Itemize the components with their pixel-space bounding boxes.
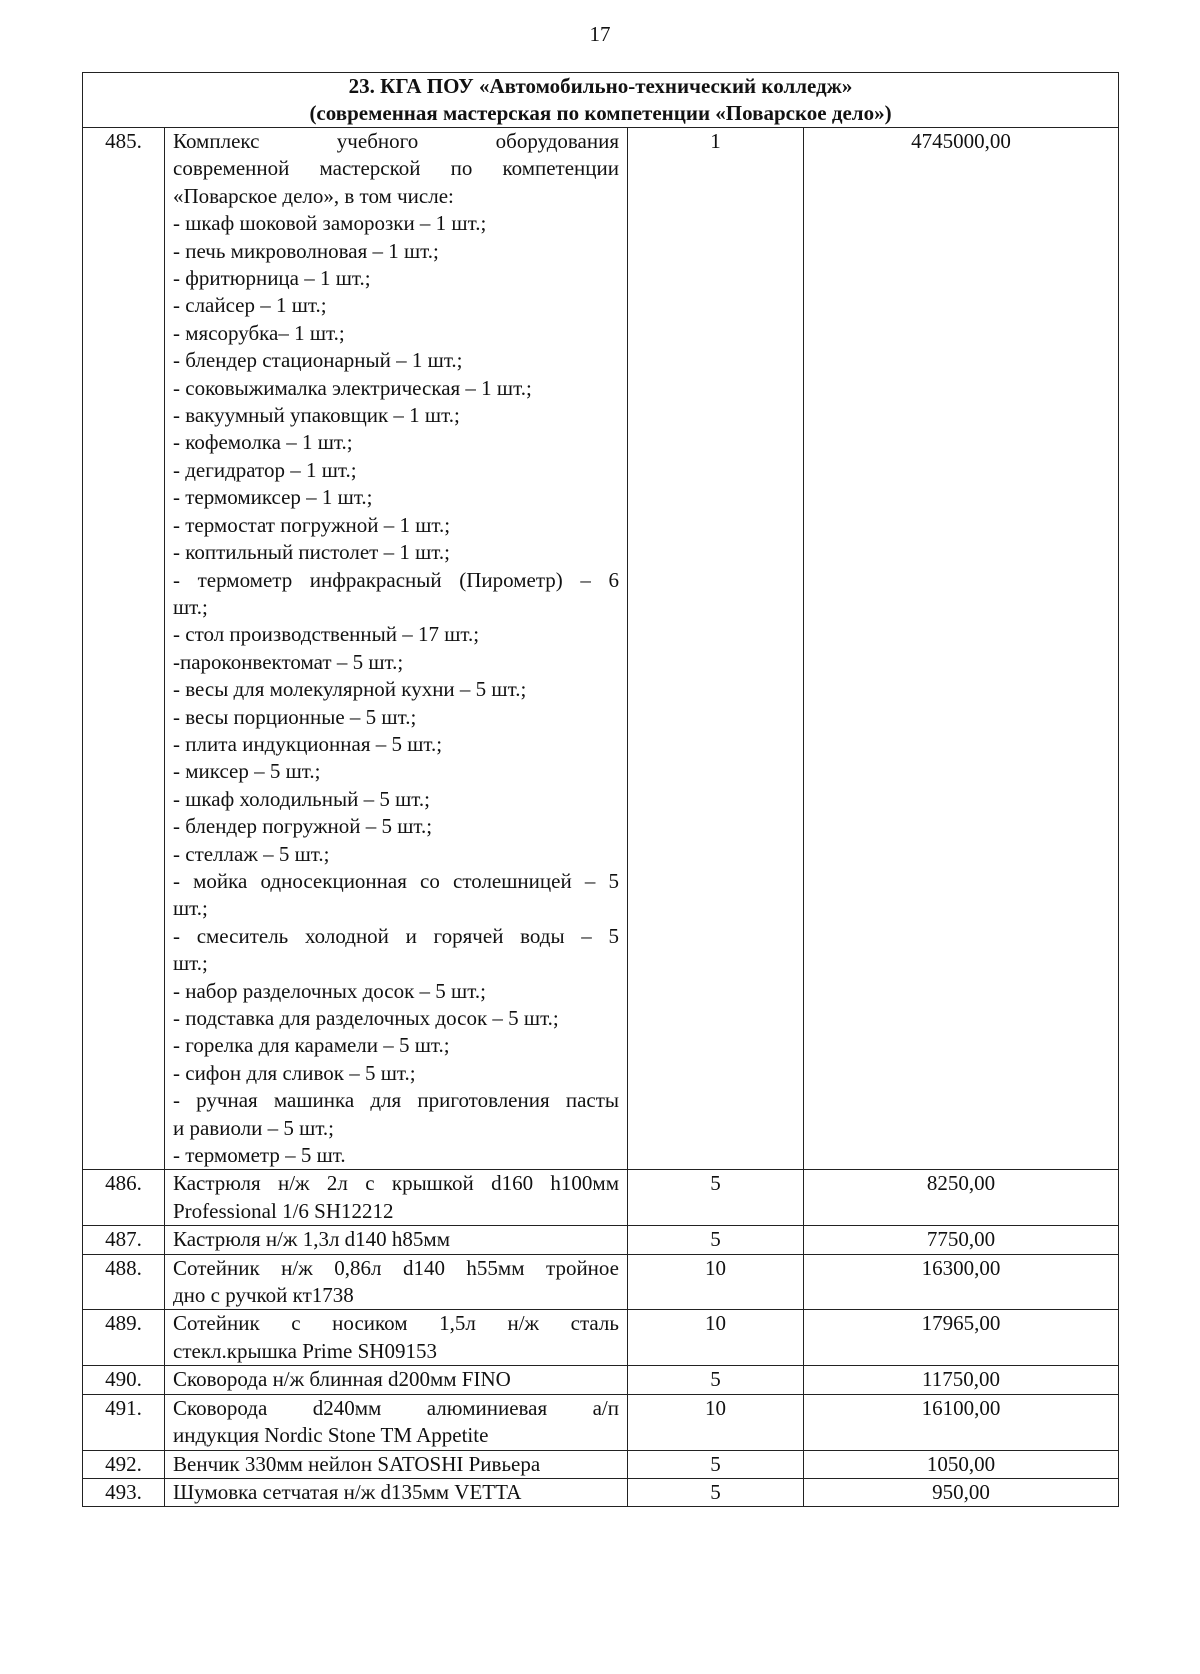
description-line: шт.; bbox=[173, 594, 208, 619]
description-line: - слайсер – 1 шт.; bbox=[173, 293, 327, 318]
item-quantity: 5 bbox=[628, 1450, 804, 1478]
table-row bbox=[83, 1226, 1119, 1254]
description-line: - термостат погружной – 1 шт.; bbox=[173, 512, 451, 537]
item-description bbox=[165, 1170, 628, 1226]
description-line: Сковорода н/ж блинная d200мм FINO bbox=[173, 1367, 511, 1392]
description-line: Кастрюля н/ж 1,3л d140 h85мм bbox=[173, 1227, 450, 1252]
description-line: - стеллаж – 5 шт.; bbox=[173, 841, 330, 866]
item-description bbox=[165, 1226, 628, 1254]
description-line: - сифон для сливок – 5 шт.; bbox=[173, 1060, 416, 1085]
section-title: 23. КГА ПОУ «Автомобильно-технический колледж» bbox=[348, 74, 853, 98]
description-line: - печь микроволновая – 1 шт.; bbox=[173, 238, 439, 263]
description-line: дно с ручкой кт1738 bbox=[173, 1283, 354, 1308]
description-line: - мясорубка– 1 шт.; bbox=[173, 320, 345, 345]
table-row bbox=[83, 1254, 1119, 1310]
item-price: 16100,00 bbox=[804, 1394, 1119, 1450]
table-row bbox=[83, 1170, 1119, 1226]
table-row bbox=[83, 1450, 1119, 1478]
description-line: - шкаф шоковой заморозки – 1 шт.; bbox=[173, 211, 487, 236]
item-price: 4745000,00 bbox=[804, 128, 1119, 1170]
table-row bbox=[83, 1366, 1119, 1394]
row-number: 492. bbox=[83, 1450, 165, 1478]
description-line: - термомиксер – 1 шт.; bbox=[173, 485, 373, 510]
section-header-row bbox=[83, 73, 1119, 128]
description-line: Венчик 330мм нейлон SATOSHI Ривьера bbox=[173, 1451, 541, 1476]
description-line: современной мастерской по компетенции bbox=[173, 156, 619, 181]
description-line: и равиоли – 5 шт.; bbox=[173, 1115, 335, 1140]
description-line: - весы для молекулярной кухни – 5 шт.; bbox=[173, 677, 527, 702]
item-quantity: 5 bbox=[628, 1226, 804, 1254]
item-quantity: 1 bbox=[628, 128, 804, 1170]
description-line: шт.; bbox=[173, 896, 208, 921]
description-line: - мойка односекционная со столешницей – 5 bbox=[173, 868, 619, 893]
equipment-table bbox=[82, 72, 1119, 1507]
item-quantity: 5 bbox=[628, 1478, 804, 1506]
item-description bbox=[165, 1310, 628, 1366]
description-line: - коптильный пистолет – 1 шт.; bbox=[173, 540, 450, 565]
item-description bbox=[165, 1366, 628, 1394]
description-line: - стол производственный – 17 шт.; bbox=[173, 622, 480, 647]
description-line: - плита индукционная – 5 шт.; bbox=[173, 731, 443, 756]
table-row bbox=[83, 1310, 1119, 1366]
item-price: 950,00 bbox=[804, 1478, 1119, 1506]
item-price: 7750,00 bbox=[804, 1226, 1119, 1254]
item-description bbox=[165, 1478, 628, 1506]
description-line: Professional 1/6 SH12212 bbox=[173, 1198, 394, 1223]
description-line: индукция Nordic Stone TM Appetite bbox=[173, 1423, 489, 1448]
description-line: - ручная машинка для приготовления пасты bbox=[173, 1088, 619, 1113]
row-number: 486. bbox=[83, 1170, 165, 1226]
description-line: - весы порционные – 5 шт.; bbox=[173, 704, 417, 729]
row-number: 487. bbox=[83, 1226, 165, 1254]
description-line: шт.; bbox=[173, 951, 208, 976]
table-row bbox=[83, 1478, 1119, 1506]
description-line: Сотейник с носиком 1,5л н/ж сталь bbox=[173, 1311, 619, 1336]
item-description bbox=[165, 1254, 628, 1310]
description-line: -пароконвектомат – 5 шт.; bbox=[173, 649, 404, 674]
row-number: 490. bbox=[83, 1366, 165, 1394]
description-line: - фритюрница – 1 шт.; bbox=[173, 266, 371, 291]
table-row bbox=[83, 1394, 1119, 1450]
description-line: Сковорода d240мм алюминиевая а/п bbox=[173, 1395, 619, 1420]
item-description bbox=[165, 1450, 628, 1478]
section-header bbox=[83, 73, 1119, 128]
item-price: 11750,00 bbox=[804, 1366, 1119, 1394]
description-line: - миксер – 5 шт.; bbox=[173, 759, 321, 784]
description-line: - соковыжималка электрическая – 1 шт.; bbox=[173, 375, 532, 400]
description-line: Сотейник н/ж 0,86л d140 h55мм тройное bbox=[173, 1255, 619, 1280]
description-line: - вакуумный упаковщик – 1 шт.; bbox=[173, 403, 460, 428]
item-quantity: 10 bbox=[628, 1394, 804, 1450]
description-line: Комплекс учебного оборудования bbox=[173, 129, 619, 153]
description-line: - подставка для разделочных досок – 5 шт.; bbox=[173, 1006, 559, 1030]
description-line: - шкаф холодильный – 5 шт.; bbox=[173, 786, 430, 811]
description-line: - смеситель холодной и горячей воды – 5 bbox=[173, 923, 619, 948]
description-line: Шумовка сетчатая н/ж d135мм VETTA bbox=[173, 1479, 522, 1504]
table-row bbox=[83, 128, 1119, 1170]
description-line: - кофемолка – 1 шт.; bbox=[173, 430, 353, 455]
row-number: 485. bbox=[83, 128, 165, 1170]
description-line: - термометр – 5 шт. bbox=[173, 1143, 346, 1168]
row-number: 488. bbox=[83, 1254, 165, 1310]
page-number: 17 bbox=[589, 22, 611, 46]
description-line: - блендер стационарный – 1 шт.; bbox=[173, 348, 463, 373]
description-line: стекл.крышка Prime SH09153 bbox=[173, 1338, 437, 1363]
item-quantity: 5 bbox=[628, 1366, 804, 1394]
description-line: Кастрюля н/ж 2л с крышкой d160 h100мм bbox=[173, 1171, 619, 1196]
item-price: 17965,00 bbox=[804, 1310, 1119, 1366]
row-number: 491. bbox=[83, 1394, 165, 1450]
item-description bbox=[165, 128, 628, 1170]
description-line: - горелка для карамели – 5 шт.; bbox=[173, 1033, 450, 1058]
row-number: 493. bbox=[83, 1478, 165, 1506]
description-line: - блендер погружной – 5 шт.; bbox=[173, 814, 433, 839]
item-price: 8250,00 bbox=[804, 1170, 1119, 1226]
section-subtitle: (современная мастерская по компетенции «Поварское дело») bbox=[309, 101, 892, 125]
item-price: 1050,00 bbox=[804, 1450, 1119, 1478]
item-quantity: 10 bbox=[628, 1310, 804, 1366]
item-quantity: 5 bbox=[628, 1170, 804, 1226]
description-line: - набор разделочных досок – 5 шт.; bbox=[173, 978, 486, 1003]
description-line: «Поварское дело», в том числе: bbox=[173, 183, 454, 208]
item-quantity: 10 bbox=[628, 1254, 804, 1310]
description-line: - термометр инфракрасный (Пирометр) – 6 bbox=[173, 567, 619, 592]
item-description bbox=[165, 1394, 628, 1450]
description-line: - дегидратор – 1 шт.; bbox=[173, 457, 357, 482]
item-price: 16300,00 bbox=[804, 1254, 1119, 1310]
table-body bbox=[83, 73, 1119, 1507]
row-number: 489. bbox=[83, 1310, 165, 1366]
